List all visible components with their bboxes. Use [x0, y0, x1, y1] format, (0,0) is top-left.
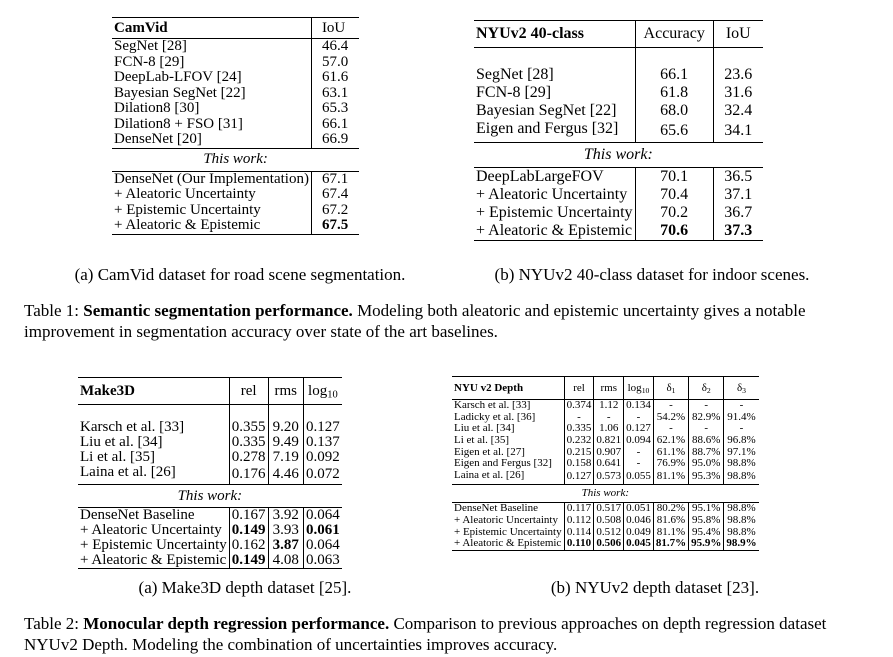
log10-cell: 0.094	[624, 435, 654, 447]
delta-label: δ	[701, 381, 707, 394]
caption-text: Modeling both aleatoric and epistemic uncertainty gives a notable improvement in segmentation accuracy over state of the art baselines.	[24, 301, 806, 341]
method-cell: DenseNet [20]	[114, 131, 202, 148]
table-header-row	[112, 18, 359, 39]
spacer-row	[78, 405, 342, 421]
rel-cell: 0.176	[229, 465, 268, 485]
nyuv2-40class-table	[474, 20, 763, 241]
this-work-label: This work:	[78, 485, 342, 508]
nyuv2-depth-table	[452, 376, 759, 551]
this-work-row	[78, 485, 342, 508]
delta1-cell: -	[653, 400, 688, 412]
method-cell: Bayesian SegNet [22]	[476, 102, 617, 119]
method-cell: FCN-8 [29]	[476, 84, 552, 101]
method-cell: + Epistemic Uncertainty	[114, 201, 261, 218]
rms-cell: 3.92	[268, 508, 304, 524]
table-row	[78, 450, 342, 465]
rel-cell: 0.110	[564, 538, 594, 550]
method-cell: Karsch et al. [33]	[80, 419, 185, 435]
table-row	[452, 538, 759, 550]
rel-cell: 0.232	[564, 435, 594, 447]
rms-cell: -	[594, 412, 624, 424]
column-header-rms: rms	[268, 378, 304, 405]
table-row	[112, 39, 359, 55]
iou-cell: 36.7	[713, 204, 762, 222]
table-row	[452, 412, 759, 424]
delta3-cell: 98.8%	[724, 503, 759, 515]
column-header-log10	[624, 377, 654, 400]
table-row	[112, 171, 359, 187]
rel-cell: 0.355	[229, 420, 268, 435]
method-cell: FCN-8 [29]	[114, 53, 185, 70]
method-cell: + Epistemic Uncertainty	[454, 525, 562, 538]
iou-cell: 37.1	[713, 186, 762, 204]
iou-cell: 37.3	[713, 222, 762, 241]
delta-subscript: 2	[706, 385, 711, 395]
method-cell: Li et al. [35]	[454, 434, 509, 447]
delta2-cell: -	[689, 400, 724, 412]
log10-cell: 0.064	[304, 538, 342, 553]
delta1-cell: 54.2%	[653, 412, 688, 424]
subcaption-d: (b) NYUv2 depth dataset [23].	[550, 578, 760, 597]
table-row	[112, 203, 359, 219]
log10-cell: -	[624, 458, 654, 470]
delta3-cell: 98.8%	[724, 515, 759, 527]
this-work-row	[474, 143, 763, 168]
subcaption-c: (a) Make3D depth dataset [25].	[138, 578, 352, 597]
rms-cell: 0.517	[594, 503, 624, 515]
delta2-cell: -	[689, 423, 724, 435]
method-cell: + Aleatoric & Epistemic	[474, 222, 635, 241]
table-row	[452, 503, 759, 515]
accuracy-cell: 66.1	[635, 66, 713, 84]
column-header-log10	[304, 378, 342, 405]
method-cell: DenseNet Baseline	[78, 508, 229, 524]
method-cell: SegNet [28]	[112, 39, 311, 55]
log10-cell: 0.045	[624, 538, 654, 550]
rel-cell: 0.278	[229, 450, 268, 465]
this-work-label: This work:	[474, 143, 763, 168]
method-cell: Karsch et al. [33]	[452, 400, 564, 412]
caption-label: Table 1:	[24, 301, 79, 320]
method-cell: + Aleatoric Uncertainty	[454, 514, 558, 527]
table-row	[474, 66, 763, 84]
log10-cell: 0.072	[304, 465, 342, 485]
caption-title: Monocular depth regression performance.	[83, 614, 390, 633]
delta-subscript: 1	[671, 385, 676, 395]
table-row	[78, 420, 342, 435]
rms-cell: 4.08	[268, 553, 304, 569]
method-cell: Eigen et al. [27]	[454, 445, 525, 458]
table-row	[112, 86, 359, 102]
log-label: log	[627, 381, 642, 394]
method-cell: SegNet [28]	[476, 66, 554, 83]
table-row	[112, 55, 359, 71]
table-row	[78, 508, 342, 524]
this-work-row	[452, 485, 759, 503]
table-row	[474, 168, 763, 187]
table-header-row	[452, 377, 759, 400]
accuracy-cell: 70.1	[635, 168, 713, 187]
iou-cell: 67.4	[311, 187, 359, 203]
column-header-accuracy: Accuracy	[635, 21, 713, 48]
table-row	[474, 102, 763, 120]
delta1-cell: 76.9%	[653, 458, 688, 470]
rel-cell: 0.149	[229, 523, 268, 538]
spacer-row	[474, 48, 763, 67]
rel-cell: 0.335	[229, 435, 268, 450]
rel-cell: 0.112	[564, 515, 594, 527]
table-header-row	[474, 21, 763, 48]
log10-cell: 0.051	[624, 503, 654, 515]
iou-cell: 66.9	[311, 132, 359, 148]
delta1-cell: 81.7%	[653, 538, 688, 550]
delta-label: δ	[736, 381, 743, 394]
delta3-cell: 91.4%	[724, 412, 759, 424]
delta2-cell: 95.4%	[689, 526, 724, 538]
table-row	[112, 187, 359, 203]
iou-cell: 34.1	[713, 120, 762, 143]
column-header-rel: rel	[564, 377, 594, 400]
method-cell: DenseNet (Our Implementation)	[112, 171, 311, 187]
delta3-cell: 98.9%	[724, 538, 759, 550]
table-row	[474, 204, 763, 222]
rms-cell: 3.87	[268, 538, 304, 553]
delta3-cell: -	[724, 423, 759, 435]
method-cell: Dilation8 + FSO [31]	[114, 115, 243, 132]
method-cell: Liu et al. [34]	[454, 422, 515, 435]
table-row	[452, 526, 759, 538]
method-cell: Eigen and Fergus [32]	[476, 120, 619, 137]
method-cell: + Aleatoric & Epistemic	[452, 538, 564, 550]
table-row	[452, 515, 759, 527]
rel-cell: 0.114	[564, 526, 594, 538]
table-title: NYU v2 Depth	[452, 377, 564, 400]
table-row	[474, 222, 763, 241]
rms-cell: 1.12	[594, 400, 624, 412]
table-row	[452, 470, 759, 485]
delta2-cell: 82.9%	[689, 412, 724, 424]
log10-cell: 0.137	[304, 435, 342, 450]
delta3-cell: 98.8%	[724, 470, 759, 485]
caption-label: Table 2:	[24, 614, 79, 633]
accuracy-cell: 70.2	[635, 204, 713, 222]
method-cell: Laina et al. [26]	[454, 468, 525, 481]
method-cell: Eigen and Fergus [32]	[454, 457, 552, 470]
table-row	[78, 538, 342, 553]
table-row	[112, 218, 359, 234]
rel-cell: 0.127	[564, 470, 594, 485]
column-header-rel: rel	[229, 378, 268, 405]
accuracy-cell: 65.6	[635, 120, 713, 143]
rel-cell: 0.167	[229, 508, 268, 524]
table-row	[452, 400, 759, 412]
delta2-cell: 95.1%	[689, 503, 724, 515]
rel-cell: 0.374	[564, 400, 594, 412]
iou-cell: 67.1	[311, 171, 359, 187]
accuracy-cell: 70.4	[635, 186, 713, 204]
this-work-label: This work:	[452, 485, 759, 503]
make3d-table	[78, 377, 342, 569]
rms-cell: 0.508	[594, 515, 624, 527]
rms-cell: 0.821	[594, 435, 624, 447]
subcaption-a: (a) CamVid dataset for road scene segmentation.	[74, 265, 406, 284]
rms-cell: 7.19	[268, 450, 304, 465]
method-cell: Ladicky et al. [36]	[454, 410, 536, 423]
table2-caption	[24, 613, 872, 655]
delta1-cell: 81.1%	[653, 470, 688, 485]
this-work-row	[112, 148, 359, 171]
iou-cell: 57.0	[311, 55, 359, 71]
log-subscript: 10	[327, 389, 338, 401]
column-header-delta3	[724, 377, 759, 400]
column-header-iou: IoU	[713, 21, 762, 48]
table-row	[112, 101, 359, 117]
method-cell: DeepLab-LFOV [24]	[114, 69, 242, 86]
delta3-cell: 96.8%	[724, 435, 759, 447]
method-cell: + Aleatoric Uncertainty	[476, 186, 628, 203]
camvid-table	[112, 17, 359, 235]
table-title: Make3D	[78, 378, 229, 405]
delta2-cell: 95.9%	[689, 538, 724, 550]
iou-cell: 36.5	[713, 168, 762, 187]
table-row	[452, 423, 759, 435]
rms-cell: 1.06	[594, 423, 624, 435]
iou-cell: 23.6	[713, 66, 762, 84]
rms-cell: 0.506	[594, 538, 624, 550]
log10-cell: 0.049	[624, 526, 654, 538]
delta2-cell: 88.7%	[689, 446, 724, 458]
table-row	[452, 458, 759, 470]
delta2-cell: 88.6%	[689, 435, 724, 447]
table-row	[452, 435, 759, 447]
log10-cell: 0.064	[304, 508, 342, 524]
log10-cell: 0.127	[624, 423, 654, 435]
rms-cell: 3.93	[268, 523, 304, 538]
delta3-cell: 98.8%	[724, 526, 759, 538]
method-cell: DenseNet Baseline	[452, 503, 564, 515]
column-header-delta2	[689, 377, 724, 400]
table-row	[112, 70, 359, 86]
iou-cell: 31.6	[713, 84, 762, 102]
delta1-cell: -	[653, 423, 688, 435]
rel-cell: 0.149	[229, 553, 268, 569]
table-title: CamVid	[112, 18, 311, 39]
log10-cell: -	[624, 412, 654, 424]
method-cell: Laina et al. [26]	[80, 464, 176, 480]
table-header-row	[78, 378, 342, 405]
rms-cell: 0.512	[594, 526, 624, 538]
table-row	[78, 465, 342, 485]
table-row	[112, 132, 359, 148]
table-row	[474, 186, 763, 204]
iou-cell: 65.3	[311, 101, 359, 117]
rms-cell: 9.49	[268, 435, 304, 450]
caption-title: Semantic segmentation performance.	[83, 301, 353, 320]
table-row	[112, 117, 359, 133]
log-subscript: 10	[641, 385, 650, 395]
rms-cell: 0.641	[594, 458, 624, 470]
rel-cell: 0.158	[564, 458, 594, 470]
delta1-cell: 81.1%	[653, 526, 688, 538]
table-row	[452, 446, 759, 458]
iou-cell: 67.5	[311, 218, 359, 234]
log10-cell: 0.055	[624, 470, 654, 485]
accuracy-cell: 68.0	[635, 102, 713, 120]
method-cell: Bayesian SegNet [22]	[114, 84, 246, 101]
log10-cell: 0.127	[304, 420, 342, 435]
log10-cell: 0.134	[624, 400, 654, 412]
table-row	[78, 553, 342, 569]
caption-text: Comparison to previous approaches on depth regression dataset NYUv2 Depth. Modeling the combination of uncertainties improves accuracy.	[24, 614, 827, 654]
column-header-rms: rms	[594, 377, 624, 400]
delta1-cell: 61.1%	[653, 446, 688, 458]
delta2-cell: 95.3%	[689, 470, 724, 485]
delta-label: δ	[666, 381, 672, 394]
this-work-label: This work:	[112, 148, 359, 171]
delta-subscript: 3	[742, 385, 747, 395]
table1-caption	[24, 300, 872, 342]
delta3-cell: -	[724, 400, 759, 412]
delta1-cell: 62.1%	[653, 435, 688, 447]
table-row	[474, 120, 763, 143]
rms-cell: 0.573	[594, 470, 624, 485]
method-cell: Dilation8 [30]	[114, 100, 200, 117]
method-cell: Liu et al. [34]	[80, 434, 163, 450]
table-row	[78, 523, 342, 538]
rel-cell: 0.162	[229, 538, 268, 553]
rms-cell: 0.907	[594, 446, 624, 458]
rms-cell: 9.20	[268, 420, 304, 435]
rel-cell: -	[564, 412, 594, 424]
iou-cell: 67.2	[311, 203, 359, 219]
iou-cell: 46.4	[311, 39, 359, 55]
method-cell: + Epistemic Uncertainty	[80, 537, 227, 553]
table-title: NYUv2 40-class	[474, 21, 635, 48]
method-cell: + Aleatoric & Epistemic	[112, 218, 311, 234]
rel-cell: 0.335	[564, 423, 594, 435]
log10-cell: 0.092	[304, 450, 342, 465]
iou-cell: 61.6	[311, 70, 359, 86]
table-row	[474, 84, 763, 102]
delta3-cell: 98.8%	[724, 458, 759, 470]
log10-cell: -	[624, 446, 654, 458]
log10-cell: 0.046	[624, 515, 654, 527]
subcaption-b: (b) NYUv2 40-class dataset for indoor scenes.	[494, 265, 810, 284]
rms-cell: 4.46	[268, 465, 304, 485]
accuracy-cell: 70.6	[635, 222, 713, 241]
delta3-cell: 97.1%	[724, 446, 759, 458]
method-cell: DeepLabLargeFOV	[474, 168, 635, 187]
accuracy-cell: 61.8	[635, 84, 713, 102]
iou-cell: 32.4	[713, 102, 762, 120]
delta2-cell: 95.0%	[689, 458, 724, 470]
table-row	[78, 435, 342, 450]
delta1-cell: 80.2%	[653, 503, 688, 515]
delta2-cell: 95.8%	[689, 515, 724, 527]
column-header-delta1	[653, 377, 688, 400]
log10-cell: 0.061	[304, 523, 342, 538]
log10-cell: 0.063	[304, 553, 342, 569]
column-header-iou: IoU	[311, 18, 359, 39]
method-cell: + Aleatoric Uncertainty	[80, 522, 222, 538]
delta1-cell: 81.6%	[653, 515, 688, 527]
method-cell: + Aleatoric Uncertainty	[114, 186, 256, 203]
rel-cell: 0.215	[564, 446, 594, 458]
method-cell: + Aleatoric & Epistemic	[78, 553, 229, 569]
iou-cell: 63.1	[311, 86, 359, 102]
log-label: log	[308, 382, 328, 399]
method-cell: + Epistemic Uncertainty	[476, 204, 633, 221]
iou-cell: 66.1	[311, 117, 359, 133]
rel-cell: 0.117	[564, 503, 594, 515]
method-cell: Li et al. [35]	[80, 449, 155, 465]
